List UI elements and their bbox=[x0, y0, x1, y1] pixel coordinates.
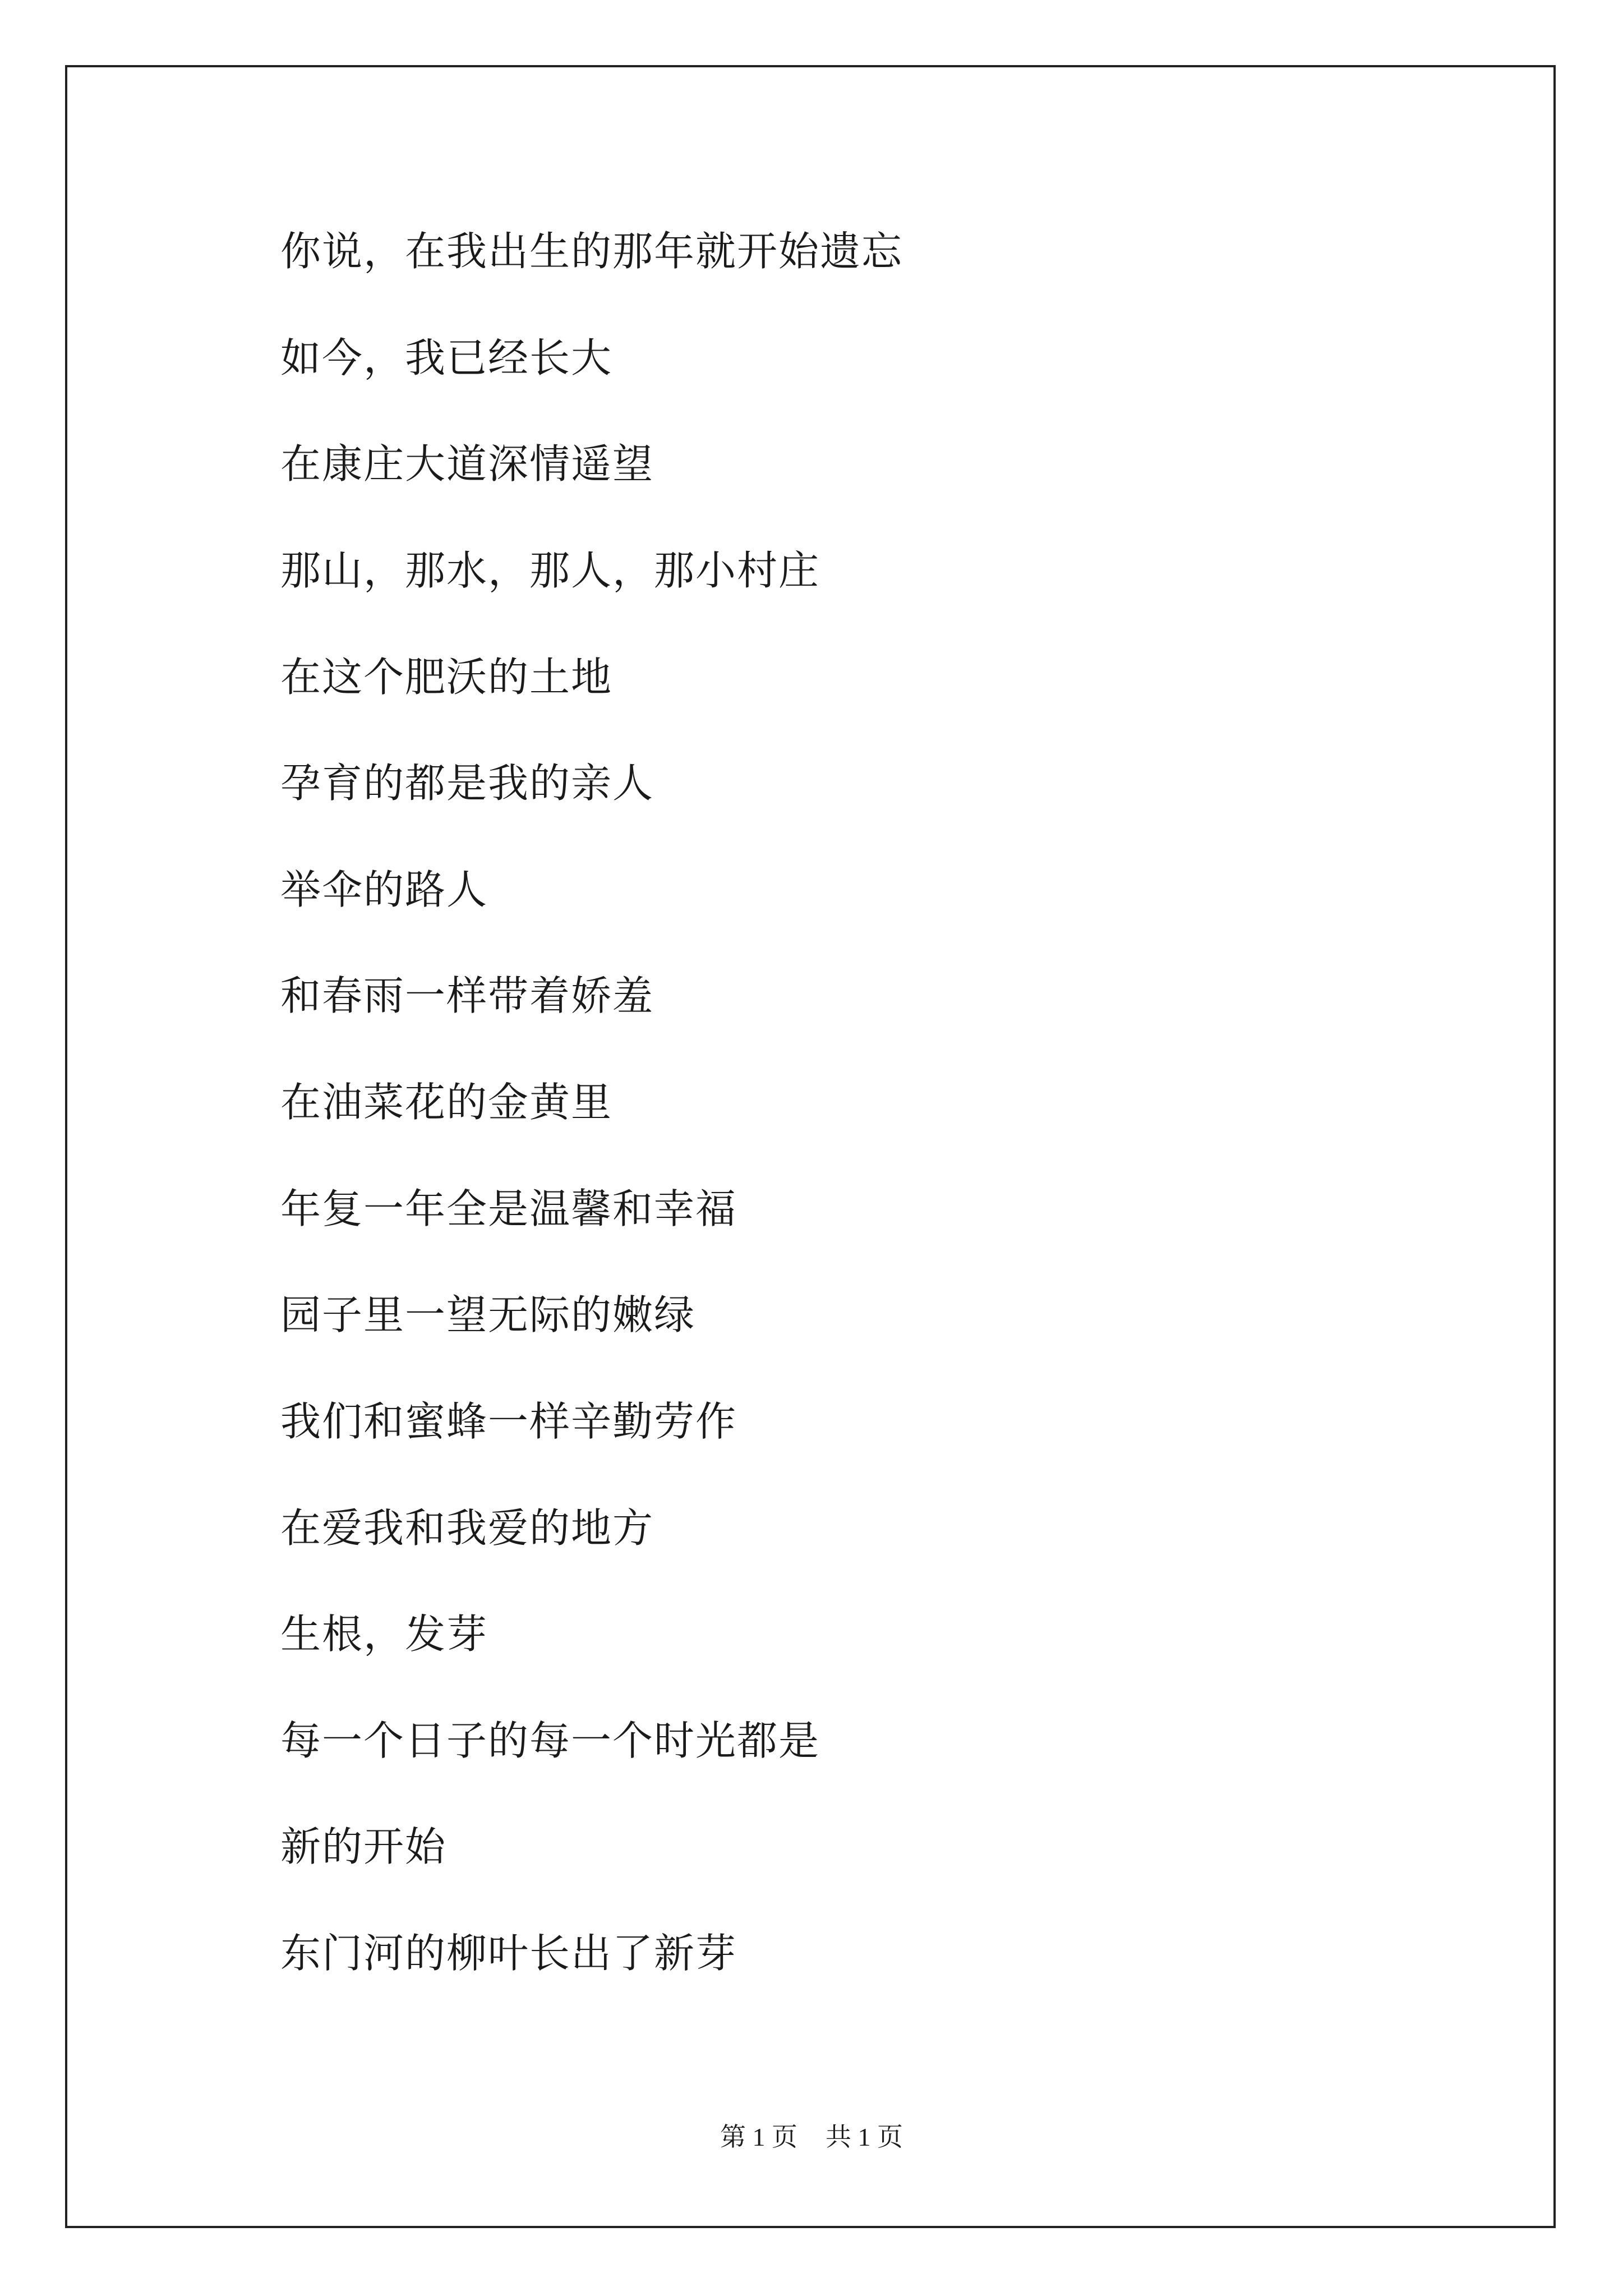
poem-line: 年复一年全是温馨和幸福 bbox=[280, 1185, 737, 1232]
poem-line: 园子里一望无际的嫩绿 bbox=[280, 1291, 696, 1338]
poem-line: 我们和蜜蜂一样辛勤劳作 bbox=[280, 1398, 737, 1445]
poem-line: 新的开始 bbox=[280, 1823, 447, 1870]
poem-line: 在这个肥沃的土地 bbox=[280, 654, 613, 701]
poem-line: 举伞的路人 bbox=[280, 866, 488, 913]
poem-body bbox=[280, 0, 1458, 2019]
poem-line: 你说，在我出生的那年就开始遗忘 bbox=[280, 228, 903, 275]
poem-line: 东门河的柳叶长出了新芽 bbox=[280, 1930, 737, 1977]
poem-line: 在爱我和我爱的地方 bbox=[280, 1504, 654, 1552]
poem-line: 那山，那水，那人，那小村庄 bbox=[280, 547, 820, 594]
poem-line: 每一个日子的每一个时光都是 bbox=[280, 1717, 820, 1764]
page-footer bbox=[0, 2122, 1623, 2153]
page-number: 第 1 页 bbox=[720, 2123, 797, 2151]
poem-line: 在油菜花的金黄里 bbox=[280, 1079, 613, 1126]
page-total: 共 1 页 bbox=[826, 2123, 903, 2151]
poem-line: 孕育的都是我的亲人 bbox=[280, 760, 654, 807]
poem-line: 生根，发芽 bbox=[280, 1611, 488, 1658]
poem-line: 和春雨一样带着娇羞 bbox=[280, 972, 654, 1019]
poem-line: 如今，我已经长大 bbox=[280, 334, 613, 381]
poem-line: 在康庄大道深情遥望 bbox=[280, 440, 654, 487]
